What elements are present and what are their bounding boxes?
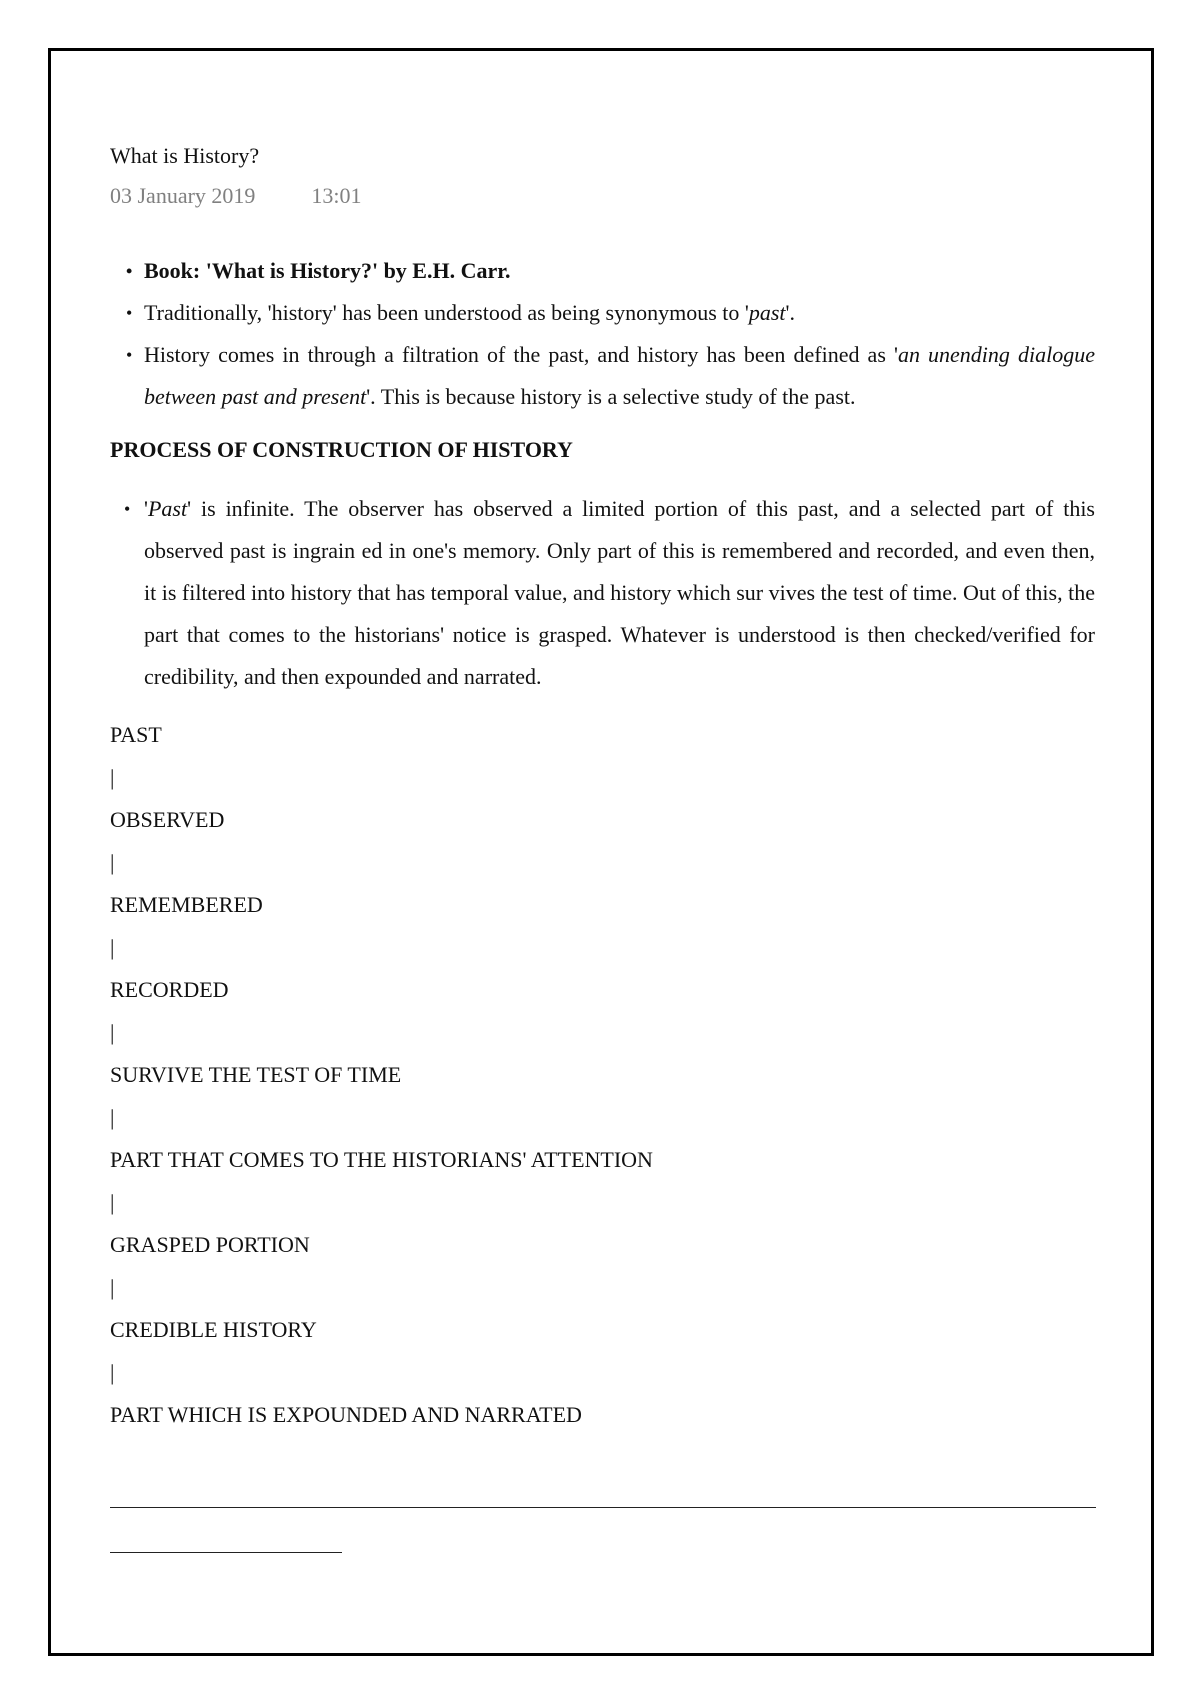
bullet-text: '. bbox=[785, 300, 795, 325]
flow-connector: | bbox=[110, 1189, 115, 1215]
list-item bbox=[110, 488, 1095, 698]
note-title: What is History? bbox=[110, 143, 260, 168]
bullet-text: '. This is because history is a selective study of the past. bbox=[366, 384, 856, 409]
note-date: 03 January 2019 bbox=[110, 183, 256, 208]
flow-connector: | bbox=[110, 849, 115, 875]
bullet-text: Traditionally, 'history' has been understood as being synonymous to ' bbox=[144, 300, 749, 325]
flow-step: OBSERVED bbox=[110, 807, 225, 832]
bullet-icon: • bbox=[126, 345, 133, 365]
bullet-text: Book: 'What is History?' by E.H. Carr. bbox=[144, 258, 511, 283]
section-heading: PROCESS OF CONSTRUCTION OF HISTORY bbox=[110, 437, 573, 462]
flow-step: CREDIBLE HISTORY bbox=[110, 1317, 317, 1342]
intro-bullet-list bbox=[110, 250, 1095, 418]
flow-connector: | bbox=[110, 1359, 115, 1385]
divider-line-short bbox=[110, 1552, 342, 1553]
flow-step: RECORDED bbox=[110, 977, 229, 1002]
flow-step: PAST bbox=[110, 722, 162, 747]
bullet-emphasis: an unending dialogue between past and present bbox=[144, 342, 1095, 409]
flow-connector: | bbox=[110, 1104, 115, 1130]
flow-connector: | bbox=[110, 1019, 115, 1045]
flow-connector: | bbox=[110, 1274, 115, 1300]
flow-connector: | bbox=[110, 934, 115, 960]
note-timestamp bbox=[110, 180, 1095, 212]
list-item bbox=[110, 250, 1095, 292]
list-item bbox=[110, 292, 1095, 334]
bullet-icon: • bbox=[124, 499, 131, 519]
bullet-icon: • bbox=[126, 261, 133, 281]
bullet-text: ' is infinite. The observer has observed a limited portion of this past, and a selected part of this observed past is ingrain ed in one's memory. Only part of this is remembered and recorded, and even then, it is filtered into history that has temporal value, and history which sur vives the test of time. Out of this, the part that comes to the historians' notice is grasped. Whatever is understood is then checked/verified for credibility, and then expounded and narrated. bbox=[144, 496, 1095, 689]
flow-step: PART WHICH IS EXPOUNDED AND NARRATED bbox=[110, 1402, 582, 1427]
bullet-emphasis: past bbox=[748, 300, 786, 325]
flow-step: PART THAT COMES TO THE HISTORIANS' ATTENTION bbox=[110, 1147, 653, 1172]
bullet-text: ' bbox=[144, 496, 148, 521]
flow-step: GRASPED PORTION bbox=[110, 1232, 310, 1257]
flow-step: REMEMBERED bbox=[110, 892, 263, 917]
flow-step: SURVIVE THE TEST OF TIME bbox=[110, 1062, 402, 1087]
bullet-icon: • bbox=[126, 303, 133, 323]
note-body bbox=[110, 140, 1095, 1437]
process-flow bbox=[110, 714, 1095, 1437]
section-bullet-list bbox=[110, 488, 1095, 698]
flow-connector: | bbox=[110, 764, 115, 790]
bullet-text: History comes in through a filtration of the past, and history has been defined as ' bbox=[144, 342, 898, 367]
bullet-emphasis: Past bbox=[147, 496, 188, 521]
note-time: 13:01 bbox=[311, 183, 362, 208]
divider-line bbox=[110, 1507, 1096, 1508]
list-item bbox=[110, 334, 1095, 418]
